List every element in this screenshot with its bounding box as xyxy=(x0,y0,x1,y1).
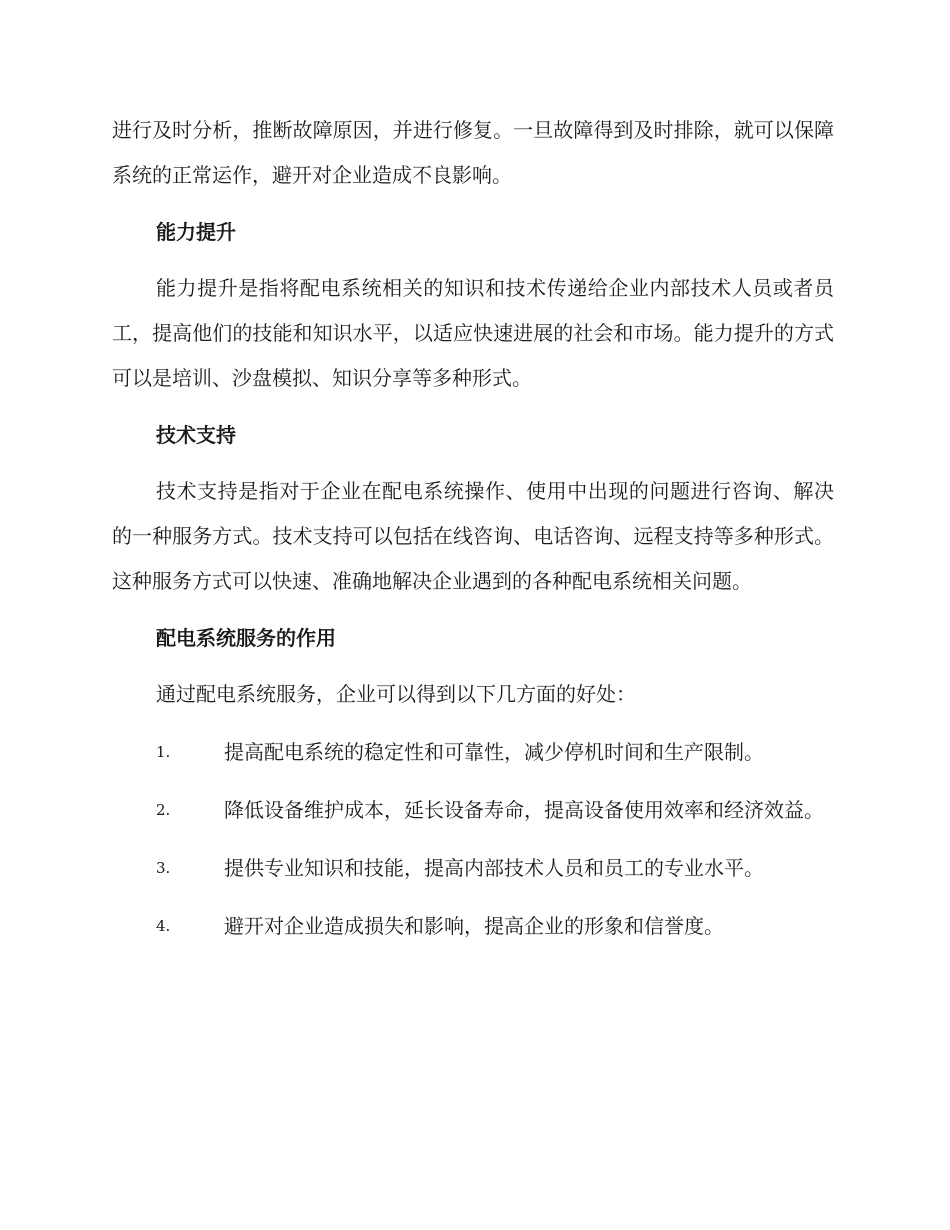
section-heading-service-role: 配电系统服务的作用 xyxy=(156,626,336,650)
section-body-capability: 能力提升是指将配电系统相关的知识和技术传递给企业内部技术人员或者员工，提高他们的技能和知识水平，以适应快速进展的社会和市场。能力提升的方式可以是培训、沙盘模拟、知识分享等多种形式。 xyxy=(112,276,834,390)
list-item-number: 2. xyxy=(156,801,171,819)
list-item xyxy=(112,730,834,775)
list-item xyxy=(112,788,834,833)
list-item-text: 提供专业知识和技能，提高内部技术人员和员工的专业水平。 xyxy=(224,856,764,880)
list-item-text: 避开对企业造成损失和影响，提高企业的形象和信誉度。 xyxy=(224,914,724,938)
section-heading-capability: 能力提升 xyxy=(156,220,236,244)
list-item-number: 3. xyxy=(156,859,171,877)
list-item xyxy=(112,846,834,891)
list-item-number: 1. xyxy=(156,743,171,761)
section-body-service-role: 通过配电系统服务，企业可以得到以下几方面的好处： xyxy=(156,682,636,706)
section-heading-tech-support: 技术支持 xyxy=(156,423,236,447)
list-item-number: 4. xyxy=(156,917,171,935)
list-item-text: 提高配电系统的稳定性和可靠性，减少停机时间和生产限制。 xyxy=(224,740,764,764)
list-item xyxy=(112,904,834,949)
document-body xyxy=(112,108,834,962)
intro-paragraph: 进行及时分析，推断故障原因，并进行修复。一旦故障得到及时排除，就可以保障系统的正常运作，避开对企业造成不良影响。 xyxy=(112,118,834,187)
section-body-tech-support: 技术支持是指对于企业在配电系统操作、使用中出现的问题进行咨询、解决的一种服务方式。技术支持可以包括在线咨询、电话咨询、远程支持等多种形式。这种服务方式可以快速、准确地解决企业遇到的各种配电系统相关问题。 xyxy=(112,479,834,593)
list-item-text: 降低设备维护成本，延长设备寿命，提高设备使用效率和经济效益。 xyxy=(224,798,824,822)
